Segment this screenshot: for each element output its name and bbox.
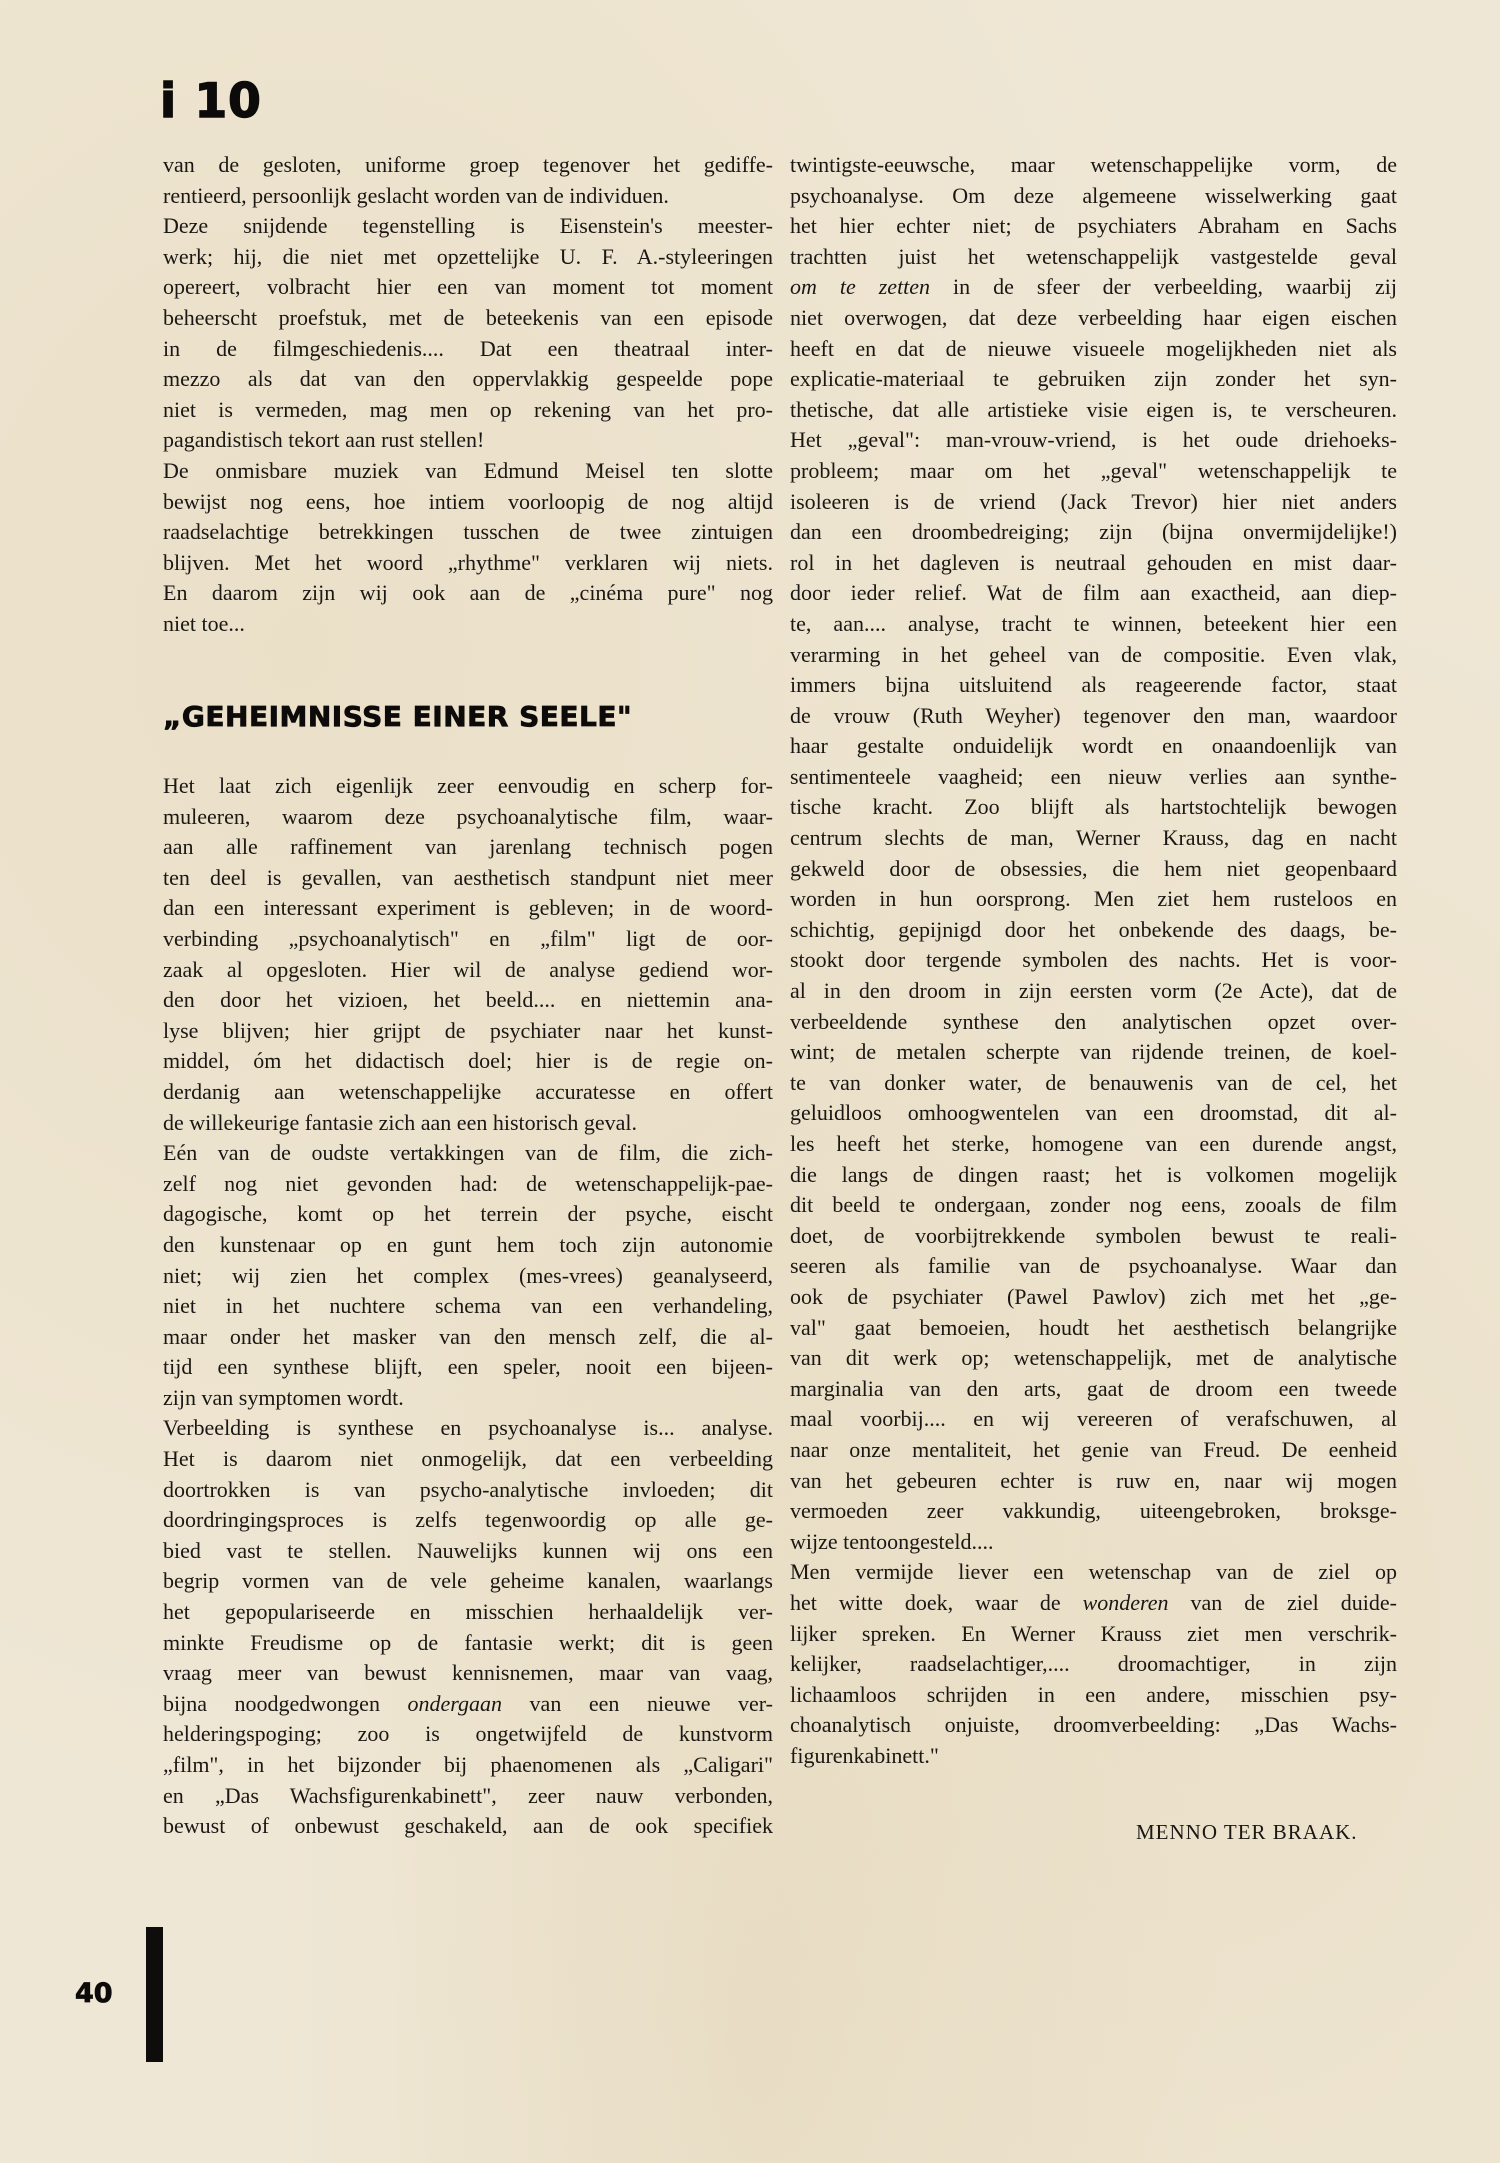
text-line: twintigste-eeuwsche, maar wetenschappelijke vorm, de: [790, 152, 1397, 177]
text-line: marginalia van den arts, gaat de droom een tweede: [790, 1375, 1397, 1401]
text-line: rentieerd, persoonlijk geslacht worden van de individuen.: [163, 182, 669, 208]
text-line: dan een interessant experiment is gebleven; in de woord-: [163, 895, 773, 921]
text-line: dan een droombedreiging; zijn (bijna onvermijdelijke!): [790, 519, 1397, 545]
text-line: immers bijna uitsluitend als reageerende factor, staat: [790, 672, 1397, 698]
text-line: de vrouw (Ruth Weyher) tegenover den man, waardoor: [790, 702, 1397, 728]
text-line: niet overwogen, dat deze verbeelding haar eigen eischen: [790, 304, 1397, 330]
text-line: niet; wij zien het complex (mes-vrees) geanalyseerd,: [163, 1262, 773, 1288]
text-line: vermoeden zeer vakkundig, uiteengebroken, broksge-: [790, 1498, 1397, 1524]
text-line: minkte Freudisme op de fantasie werkt; dit is geen: [163, 1629, 773, 1655]
text-line: niet toe...: [163, 610, 245, 636]
text-line: verbinding „psychoanalytisch" en „film" ligt de oor-: [163, 925, 773, 951]
text-line: Het laat zich eigenlijk zeer eenvoudig en scherp for-: [163, 773, 773, 798]
text-line: tijd een synthese blijft, een speler, nooit een bijeen-: [163, 1354, 773, 1380]
text-line: aan alle raffinement van jarenlang technisch pogen: [163, 834, 773, 860]
text-line: tische kracht. Zoo blijft als hartstochtelijk bewogen: [790, 794, 1397, 820]
text-line: lijker spreken. En Werner Krauss ziet men verschrik-: [790, 1620, 1397, 1646]
text-line: maal voorbij.... en wij vereeren of verafschuwen, al: [790, 1406, 1397, 1432]
text-line: bewust of onbewust geschakeld, aan de ook specifiek: [163, 1813, 773, 1839]
text-line: naar onze mentaliteit, het genie van Freud. De eenheid: [790, 1436, 1397, 1462]
text-line: verarming in het geheel van de compositie. Even vlak,: [790, 641, 1397, 667]
text-line: door ieder relief. Wat de film aan exactheid, aan diep-: [790, 580, 1397, 606]
text-line: Het „geval": man-vrouw-vriend, is het oude driehoeks-: [790, 427, 1397, 453]
text-line: blijven. Met het woord „rhythme" verklaren wij niets.: [163, 549, 773, 575]
text-line: zelf nog niet gevonden had: de wetenschappelijk-pae-: [163, 1170, 773, 1196]
text-line: raadselachtige betrekkingen tusschen de twee zintuigen: [163, 519, 773, 545]
text-line: van de gesloten, uniforme groep tegenover het gediffe-: [163, 152, 773, 177]
text-line: geluidloos omhoogwentelen van een droomstad, dit al-: [790, 1100, 1397, 1126]
text-line: Eén van de oudste vertakkingen van de film, die zich-: [163, 1140, 773, 1166]
text-line: gekweld door de obsessies, die hem niet geopenbaard: [790, 855, 1397, 881]
text-line: seeren als familie van de psychoanalyse. Waar dan: [790, 1253, 1397, 1279]
text-line: les heeft het sterke, homogene van een durende angst,: [790, 1131, 1397, 1156]
text-line: helderingspoging; zoo is ongetwijfeld de kunstvorm: [163, 1721, 773, 1747]
text-line: De onmisbare muziek van Edmund Meisel ten slotte: [163, 457, 773, 483]
text-line: explicatie-materiaal te gebruiken zijn zonder het syn-: [790, 366, 1397, 392]
text-line: en „Das Wachsfigurenkabinett", zeer nauw verbonden,: [163, 1782, 773, 1808]
left-column-body: [163, 771, 773, 1842]
italic-emphasis: wonderen: [1082, 1589, 1169, 1615]
text-line: trachtten juist het wetenschappelijk vastgestelde geval: [790, 243, 1397, 269]
text-line: schichtig, gepijnigd door het onbekende des daags, be-: [790, 916, 1397, 942]
text-line: figurenkabinett.": [790, 1742, 939, 1768]
text-line: maar onder het masker van den mensch zelf, die al-: [163, 1323, 773, 1349]
text-line: opereert, volbracht hier een van moment tot moment: [163, 274, 773, 300]
text-line: derdanig aan wetenschappelijke accuratesse en offert: [163, 1078, 773, 1104]
text-line: sentimenteele vaagheid; een nieuw verlies aan synthe-: [790, 763, 1397, 789]
text-line: middel, óm het didactisch doel; hier is de regie on-: [163, 1048, 773, 1074]
text-line: centrum slechts de man, Werner Krauss, dag en nacht: [790, 825, 1397, 851]
text-line: zijn van symptomen wordt.: [163, 1384, 404, 1410]
text-line: muleeren, waarom deze psychoanalytische film, waar-: [163, 803, 773, 829]
text-line: om te zetten in de sfeer der verbeelding, waarbij zij: [790, 274, 1397, 300]
text-line: pagandistisch tekort aan rust stellen!: [163, 427, 485, 453]
text-line: zaak al opgesloten. Hier wil de analyse gediend wor-: [163, 956, 773, 982]
text-line: al in den droom in zijn eersten vorm (2e Acte), dat de: [790, 978, 1397, 1004]
text-line: verbeeldende synthese den analytischen opzet over-: [790, 1008, 1397, 1034]
text-line: ook de psychiater (Pawel Pawlov) zich met het „ge-: [790, 1283, 1397, 1309]
text-line: doortrokken is van psycho-analytische invloeden; dit: [163, 1476, 773, 1502]
text-line: lyse blijven; hier grijpt de psychiater naar het kunst-: [163, 1017, 773, 1043]
text-line: te van donker water, de benauwenis van de cel, het: [790, 1069, 1397, 1095]
text-line: wint; de metalen scherpte van rijdende treinen, de koel-: [790, 1039, 1397, 1065]
text-line: kelijker, raadselachtiger,.... droomachtiger, in zijn: [790, 1651, 1397, 1677]
text-line: het hier echter niet; de psychiaters Abraham en Sachs: [790, 213, 1397, 239]
text-line: psychoanalyse. Om deze algemeene wisselwerking gaat: [790, 182, 1397, 208]
text-line: het witte doek, waar de wonderen van de ziel duide-: [790, 1589, 1397, 1615]
page-number: 40: [75, 1978, 113, 2009]
text-line: heeft en dat de nieuwe visueele mogelijkheden niet als: [790, 335, 1397, 361]
text-line: van het gebeuren echter is ruw en, naar wij mogen: [790, 1467, 1397, 1493]
text-line: val" gaat bemoeien, houdt het aesthetisch belangrijke: [790, 1314, 1397, 1340]
italic-emphasis: om te zetten: [790, 274, 931, 300]
section-heading: „GEHEIMNISSE EINER SEELE": [163, 700, 633, 733]
text-line: Verbeelding is synthese en psychoanalyse is... analyse.: [163, 1415, 773, 1441]
text-line: dit beeld te ondergaan, zonder nog eens, zooals de film: [790, 1192, 1397, 1218]
text-line: bewijst nog eens, hoe intiem voorloopig de nog altijd: [163, 488, 773, 514]
author-signature: MENNO TER BRAAK.: [1136, 1820, 1358, 1844]
text-line: Men vermijde liever een wetenschap van de ziel op: [790, 1559, 1397, 1585]
italic-emphasis: ondergaan: [407, 1690, 503, 1716]
text-line: te, aan.... analyse, tracht te winnen, beteekent hier een: [790, 610, 1397, 636]
text-line: begrip vormen van de vele geheime kanalen, waarlangs: [163, 1568, 773, 1594]
text-line: stookt door tergende symbolen des nachts. Het is voor-: [790, 947, 1397, 973]
text-line: doordringingsproces is zelfs tegenwoordig op alle ge-: [163, 1507, 773, 1533]
text-line: beheerscht proefstuk, met de beteekenis van een episode: [163, 304, 773, 330]
text-line: probleem; maar om het „geval" wetenschappelijk te: [790, 457, 1397, 483]
text-line: in de filmgeschiedenis.... Dat een theatraal inter-: [163, 335, 773, 361]
text-line: van dit werk op; wetenschappelijk, met de analytische: [790, 1345, 1397, 1371]
text-line: worden in hun oorsprong. Men ziet hem rusteloos en: [790, 886, 1397, 912]
text-line: lichaamloos schrijden in een andere, misschien psy-: [790, 1681, 1397, 1707]
page-bar-decoration: [146, 1927, 163, 2062]
text-line: haar gestalte onduidelijk wordt en onaandoenlijk van: [790, 733, 1397, 759]
text-line: wijze tentoongesteld....: [790, 1528, 994, 1554]
text-line: thetische, dat alle artistieke visie eigen is, te verscheuren.: [790, 396, 1397, 422]
text-line: bied vast te stellen. Nauwelijks kunnen wij ons een: [163, 1537, 773, 1563]
text-line: En daarom zijn wij ook aan de „cinéma pure" nog: [163, 580, 773, 606]
text-line: niet is vermeden, mag men op rekening van het pro-: [163, 396, 773, 422]
text-line: Het is daarom niet onmogelijk, dat een verbeelding: [163, 1446, 773, 1472]
text-line: die langs de dingen raast; het is volkomen mogelijk: [790, 1161, 1397, 1187]
text-line: „film", in het bijzonder bij phaenomenen als „Caligari": [163, 1752, 773, 1777]
text-line: isoleeren is de vriend (Jack Trevor) hier niet anders: [790, 488, 1397, 514]
text-line: mezzo als dat van den oppervlakkig gespeelde pope: [163, 366, 773, 392]
text-line: werk; hij, die niet met opzettelijke U. F. A.-styleeringen: [163, 243, 773, 269]
text-line: ten deel is gevallen, van aesthetisch standpunt niet meer: [163, 864, 773, 890]
right-column-body: [790, 150, 1397, 1771]
text-line: Deze snijdende tegenstelling is Eisenstein's meester-: [163, 213, 773, 239]
text-line: bijna noodgedwongen ondergaan van een nieuwe ver-: [163, 1690, 773, 1716]
text-line: de willekeurige fantasie zich aan een historisch geval.: [163, 1109, 638, 1135]
text-line: den kunstenaar op en gunt hem toch zijn autonomie: [163, 1231, 773, 1257]
text-line: choanalytisch onjuiste, droomverbeelding: „Das Wachs-: [790, 1712, 1397, 1738]
text-line: het gepopulariseerde en misschien herhaaldelijk ver-: [163, 1599, 773, 1625]
text-line: dagogische, komt op het terrein der psyche, eischt: [163, 1201, 773, 1227]
text-line: doet, de voorbijtrekkende symbolen bewust te reali-: [790, 1222, 1397, 1248]
magazine-title: i 10: [160, 74, 262, 129]
text-line: vraag meer van bewust kennisnemen, maar van vaag,: [163, 1660, 773, 1686]
text-line: den door het vizioen, het beeld.... en niettemin ana-: [163, 987, 773, 1013]
left-column-intro: [163, 150, 773, 640]
text-line: rol in het dagleven is neutraal gehouden en mist daar-: [790, 549, 1397, 575]
text-line: niet in het nuchtere schema van een verhandeling,: [163, 1293, 773, 1319]
